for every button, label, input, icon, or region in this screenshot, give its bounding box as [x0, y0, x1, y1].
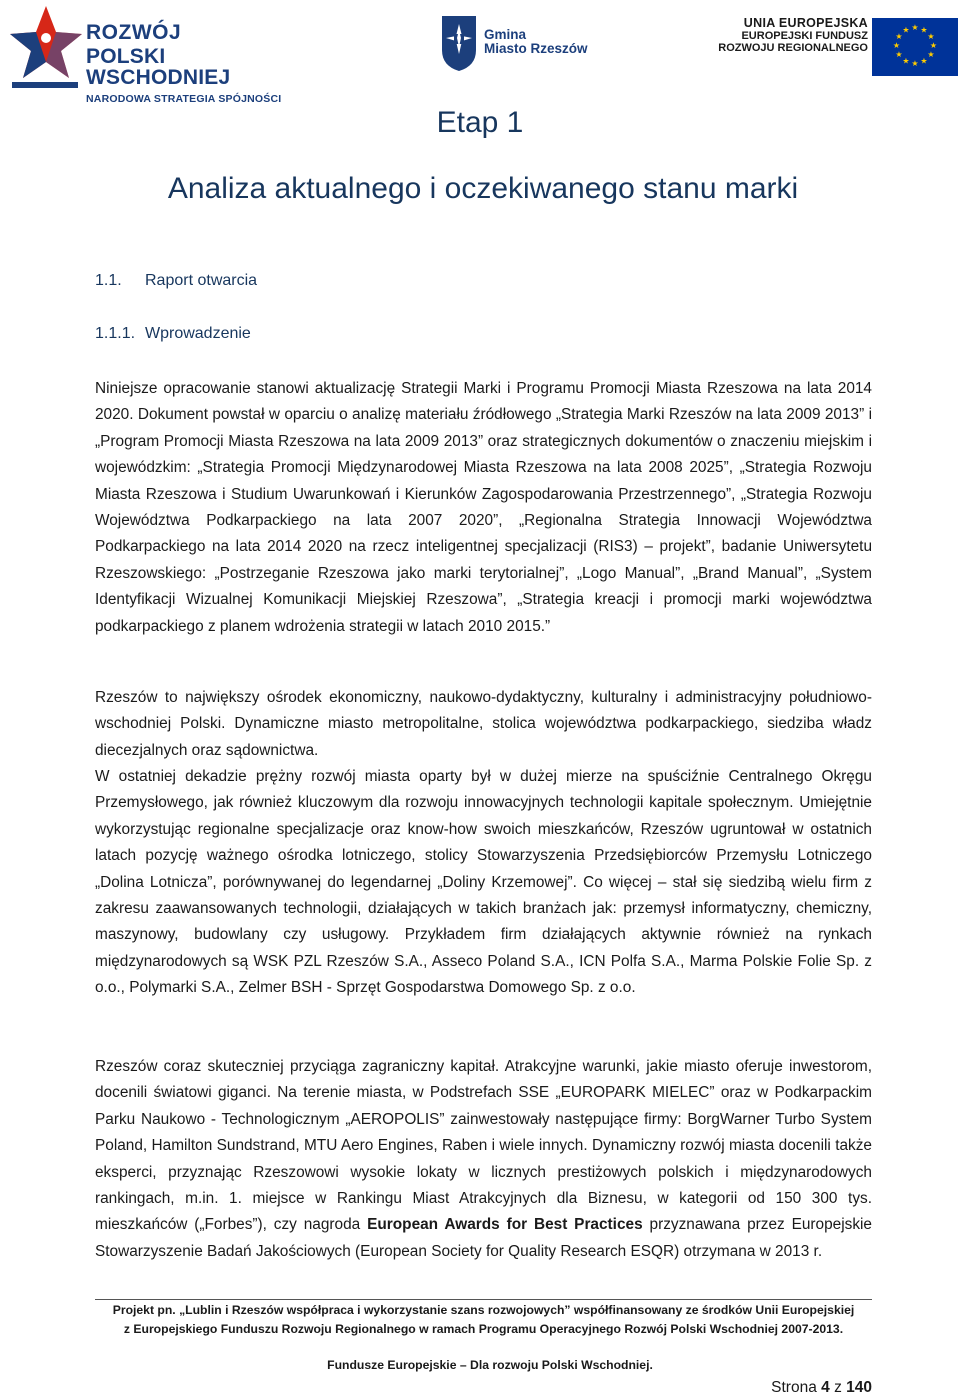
footer-project-line2: z Europejskiego Funduszu Rozwoju Regionalnego w ramach Programu Operacyjnego Rozwój Polski Wschodniej 2007-2013.	[123, 1322, 844, 1336]
eu-title: UNIA EUROPEJSKA	[743, 16, 868, 30]
rzeszow-coat-of-arms-icon	[440, 14, 478, 72]
svg-text:★: ★	[902, 25, 910, 35]
page-label: Strona	[771, 1379, 817, 1396]
paragraph-development: W ostatniej dekadzie prężny rozwój miasta oparty był w dużej mierze na spuściźnie Centralnego Okręgu Przemysłowego, jak również kluczowym dla rozwoju innowacyjnych technologii kapitale społecznym. Umiejętnie wykorzystując regionalne specjalizacje oraz know-how swoich mieszkańców, Rzeszów ugruntował w ostatnich latach pozycję ważnego ośrodka lotniczego, stolicy Stowarzyszenia Przedsiębiorców Przemysłu Lotniczego „Dolina Lotnicza”, porównywanej do legendarnej „Doliny Krzemowej”. Co więcej – stał się siedzibą wielu firm z zakresu zaawansowanych technologii, działających w takich branżach jak: przemysł informatyczny, chemiczny, maszynowy, budowlany czy usługowy. Przykładem firm działających aktywnie również na rynkach międzynarodowych są WSK PZL Rzeszów S.A., Asseco Poland S.A., ICN Polfa S.A., Marma Polskie Folie Sp. z o.o., Polymarki S.A., Zelmer BSH - Sprzęt Gospodarstwa Domowego Sp. z o.o.	[95, 768, 872, 997]
subsection-heading-wprowadzenie	[95, 325, 251, 343]
page-header	[0, 0, 960, 105]
paragraph-investment	[95, 1054, 872, 1265]
page-number	[771, 1379, 872, 1397]
svg-text:★: ★	[895, 50, 903, 59]
gmina-rzeszow-logo	[440, 14, 620, 74]
rpw-star-emblem-icon	[6, 4, 84, 90]
gmina-city-label: Miasto Rzeszów	[484, 41, 588, 57]
section-heading-raport	[95, 272, 257, 290]
svg-text:★: ★	[892, 41, 901, 50]
page-current: 4	[821, 1379, 830, 1396]
rpw-subtitle: NARODOWA STRATEGIA SPÓJNOŚCI	[86, 93, 282, 105]
svg-text:★: ★	[920, 25, 928, 35]
eu-flag-icon	[872, 18, 958, 76]
subsection-label: Wprowadzenie	[145, 325, 251, 342]
eu-logo	[718, 8, 960, 78]
svg-text:★: ★	[911, 23, 919, 32]
chapter-title: Analiza aktualnego i oczekiwanego stanu marki	[167, 172, 799, 205]
footer-funds-slogan: Fundusze Europejskie – Dla rozwoju Polski Wschodniej.	[327, 1358, 653, 1372]
stage-title: Etap 1	[436, 106, 524, 139]
section-label: Raport otwarcia	[145, 272, 258, 289]
gmina-label: Gmina	[484, 27, 527, 42]
paragraph-intro: Niniejsze opracowanie stanowi aktualizację Strategii Marki i Programu Promocji Miasta Rzeszowa na lata 2014 2020. Dokument powstał w oparciu o analizę materiału źródłowego „Strategia Marki Rzeszów na lata 2009 2013” i „Program Promocji Miasta Rzeszowa na lata 2009 2013” oraz strategicznych dokumentów o znaczeniu miejskim i wojewódzkim: „Strategia Promocji Międzynarodowej Miasta Rzeszowa na lata 2008 2025”, „Strategia Rozwoju Miasta Rzeszowa i Studium Uwarunkowań i Kierunków Zagospodarowania Przestrzennego”, „Strategia Rozwoju Województwa Podkarpackiego na lata 2007 2020”, „Regionalna Strategia Innowacji Województwa Podkarpackiego na lata 2014 2020 na rzecz inteligentnej specjalizacji (RIS3) – projekt”, badanie Uniwersytetu Rzeszowskiego: „Postrzeganie Rzeszowa jako marki terytorialnej”, „Logo Manual”, „Brand Manual”, „System Identyfikacji Wizualnej Komunikacji Miejskiej Rzeszowa”, „Strategia kreacji i promocji marki województwa podkarpackiego z planem wdrożenia strategii w latach 2010 2015.”	[95, 380, 872, 635]
svg-text:★: ★	[902, 56, 910, 66]
footer-divider	[95, 1299, 872, 1300]
paragraph-investment-text: Rzeszów coraz skuteczniej przyciąga zagraniczny kapitał. Atrakcyjne warunki, jakie miasto oferuje inwestorom, docenili światowi giganci. Na terenie miasta, w Podstrefach SSE „EUROPARK MIELEC” oraz w Podkarpackim Parku Naukowo - Technologicznym „AEROPOLIS” zainwestowały następujące firmy: BorgWarner Turbo System Poland, Hamilton Sundstrand, MTU Aero Engines, Raben i wiele innych. Dynamiczny rozwój miasta docenili także eksperci, przyznając Rzeszowowi wysokie lokaty w licznych prestiżowych polskich i międzynarodowych rankingach, m.in. 1. miejsce w Rankingu Miast Atrakcyjnych dla Biznesu, w kategorii od 150 300 tys. mieszkańców („Forbes”), czy nagroda	[95, 1058, 872, 1234]
section-number: 1.1.	[95, 272, 122, 289]
rozwoj-polski-wschodniej-logo	[6, 4, 306, 105]
svg-text:★: ★	[927, 50, 935, 59]
page-total: 140	[846, 1379, 872, 1396]
award-name: European Awards for Best Practices	[367, 1216, 643, 1234]
footer-project-line1: Projekt pn. „Lublin i Rzeszów współpraca i wykorzystanie szans rozwojowych” współfinansowany ze środków Unii Europejskiej	[112, 1303, 855, 1317]
svg-text:★: ★	[911, 59, 919, 68]
subsection-number: 1.1.1.	[95, 325, 136, 342]
page-separator: z	[834, 1379, 842, 1396]
paragraph-investment-text-end: przyznawana przez Europejskie Stowarzyszenie Badań Jakościowych (European Society for Quality Research ESQR) otrzymana w 2013 r.	[95, 1216, 872, 1260]
svg-text:★: ★	[920, 56, 928, 66]
rpw-title-line1: ROZWÓJ	[86, 21, 182, 44]
rpw-title-line2: POLSKI WSCHODNIEJ	[86, 45, 231, 89]
footer-project-info	[95, 1301, 872, 1339]
eu-fund-line1: EUROPEJSKI FUNDUSZ	[741, 30, 868, 42]
svg-text:★: ★	[895, 32, 903, 41]
eu-fund-line2: ROZWOJU REGIONALNEGO	[718, 42, 868, 55]
svg-text:★: ★	[927, 32, 935, 41]
svg-text:★: ★	[929, 41, 938, 50]
paragraph-city-overview: Rzeszów to największy ośrodek ekonomiczny, naukowo-dydaktyczny, kulturalny i administracyjny południowo-wschodniej Polski. Dynamiczne miasto metropolitalne, stolica województwa podkarpackiego, siedziba władz diecezjalnych oraz sądownictwa.	[95, 689, 872, 759]
